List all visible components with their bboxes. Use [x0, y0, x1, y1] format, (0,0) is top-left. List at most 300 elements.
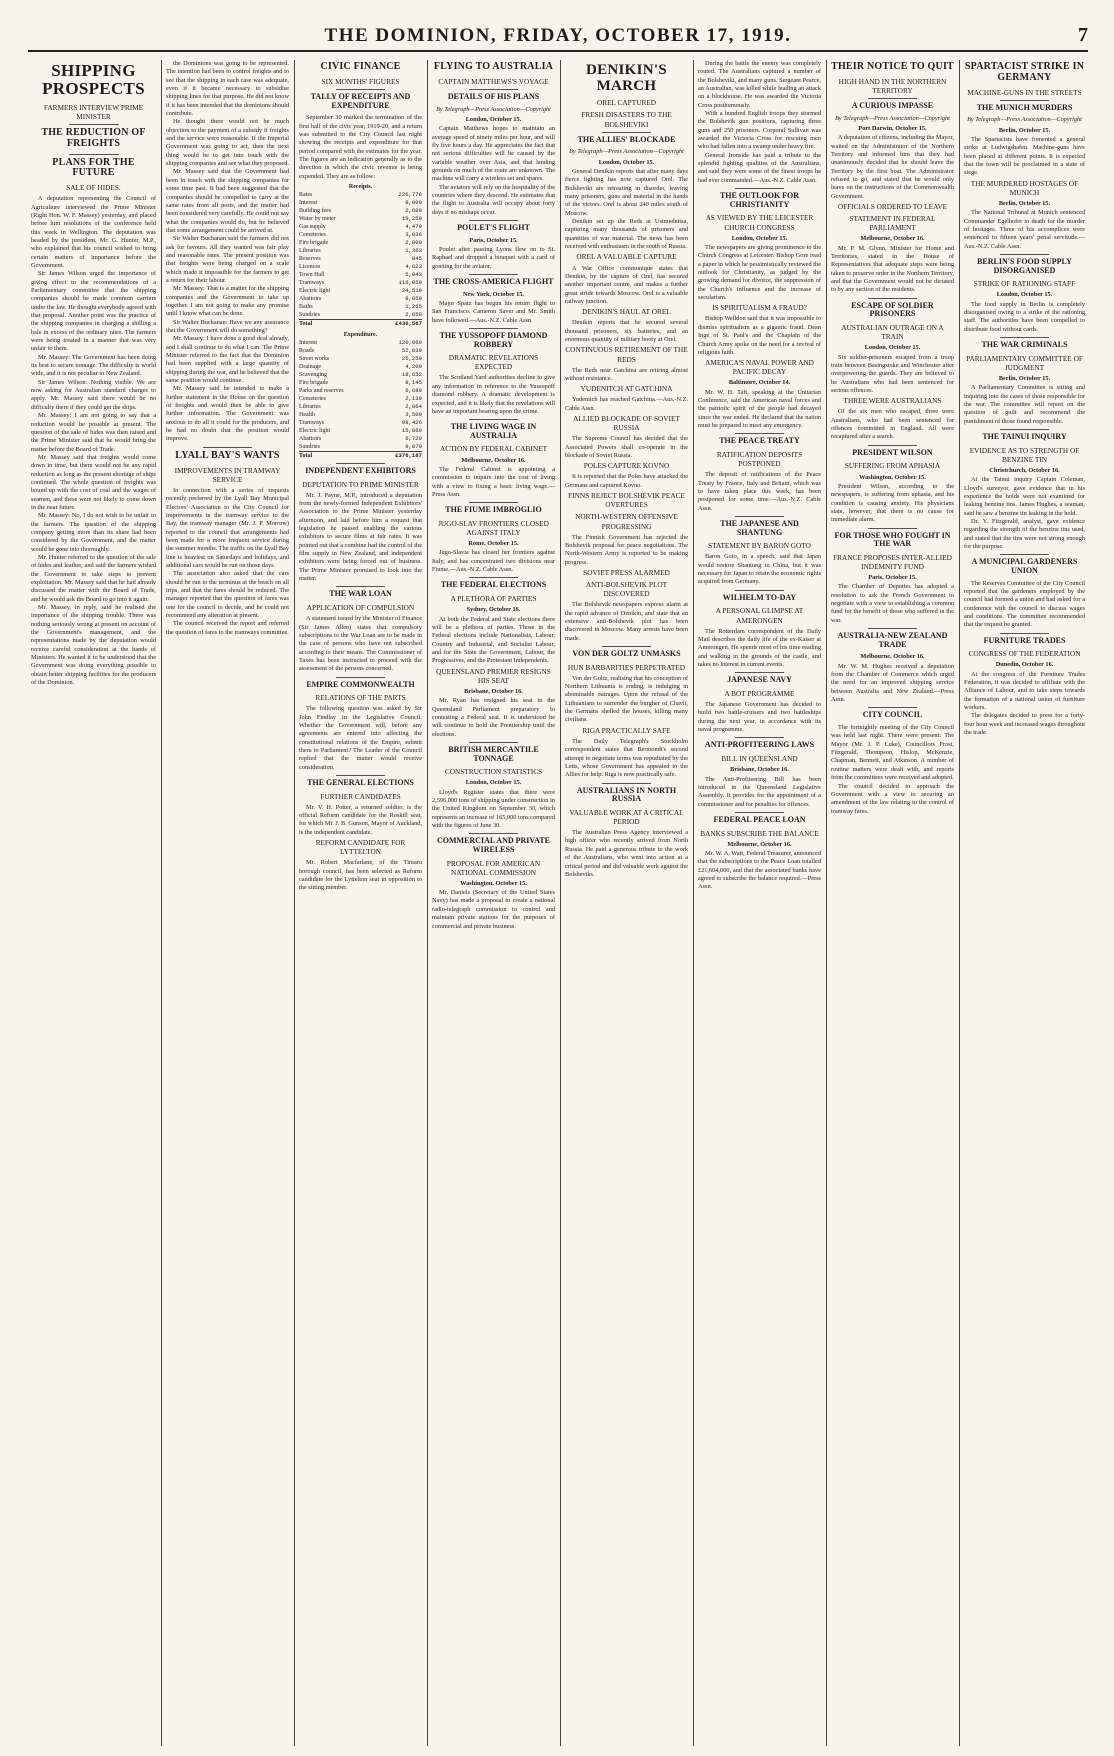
table-cell-value: 8,145 [405, 378, 422, 386]
column-rule [427, 60, 428, 1746]
subheadline: APPLICATION OF COMPULSION [306, 603, 415, 613]
dateline: Dunedin, October 16. [995, 661, 1054, 669]
subheadline: FRANCE PROPOSES INTER-ALLIED INDEMNITY FUND [833, 552, 952, 571]
table-cell-label: Street works [299, 355, 330, 362]
subheadline: RIGA PRACTICALLY SAFE [582, 725, 671, 735]
table-cell-value: 2,050 [405, 310, 422, 318]
table-row [299, 419, 422, 427]
paragraph: The council decided to approach the Government with a view to securing an amendment of the law relating to the control of tramway fares. [831, 782, 954, 815]
paragraph: Mr. P. M. Glynn, Minister for Home and Territories, stated in the House of Representatives that adequate steps were being taken to preserve order in the Northern Territory, and that the Government would not be dictated to by any section of the residents. [831, 244, 954, 294]
paragraph: Mr. W. M. Hughes received a deputation from the Chamber of Commerce which urged the need for an improved shipping service between Australia and New Zealand.—Press Assn. [831, 662, 954, 704]
paragraph: General Ironside has paid a tribute to the splendid fighting qualities of the Australians, and said they were some of the finest troops he had ever commanded.—Aus.-N.Z. Cable Assn. [698, 151, 821, 184]
table-cell-value: 1,265 [405, 302, 422, 310]
table-cell-value: 2,608 [405, 206, 422, 214]
byline: By Telegraph—Press Association—Copyright [569, 148, 684, 156]
subheadline: STATEMENT IN FEDERAL PARLIAMENT [849, 214, 936, 233]
divider [469, 742, 518, 743]
table-cell-value: 120,060 [398, 338, 422, 346]
divider [336, 677, 385, 678]
subheadline: THREE WERE AUSTRALIANS [843, 396, 942, 406]
dateline: London, October 15. [731, 234, 788, 242]
table-cell-value: 99,426 [401, 418, 422, 426]
table-cell-value: 15,860 [401, 426, 422, 434]
table-cell-value: 2,800 [405, 238, 422, 246]
divider [336, 89, 385, 90]
table-row [299, 287, 422, 295]
paragraph: The aviators will rely on the hospitality of the countries where they descend. He estimates that the flight to Australia will occupy about forty days if no mishaps occur. [432, 183, 555, 216]
divider [469, 89, 518, 90]
subheadline: NORTH-WESTERN OFFENSIVE PROGRESSING [575, 512, 678, 531]
table-row [299, 191, 422, 199]
divider [469, 577, 518, 578]
dateline: London, October 15. [996, 291, 1053, 299]
divider [469, 419, 518, 420]
table-row [299, 279, 422, 287]
column-8 [961, 60, 1088, 1748]
subheadline: OFFICIALS ORDERED TO LEAVE [837, 202, 948, 212]
table-cell-value: 4,823 [405, 262, 422, 270]
table-cell-label: Interest [299, 199, 317, 206]
paragraph: It is reported that the Poles have attacked the Germans and captured Kovno. [565, 473, 688, 489]
headline: FLYING TO AUSTRALIA [433, 61, 554, 72]
divider [469, 328, 518, 329]
table-cell-label: Building fees [299, 207, 332, 214]
divider [602, 646, 651, 647]
paragraph: September 30 marked the termination of the first half of the civic year, 1919-20, and a return was submitted to the City Council last night showing the receipts and expenditure for that period compared with the estimates for the year. The figures are an indication generally as to the direction in which the civic revenue is being expended. They are as follow: [299, 114, 422, 180]
subheadline: SOVIET PRESS ALARMED [583, 567, 670, 577]
table-cell-value: 4,200 [405, 362, 422, 370]
table-row [299, 207, 422, 215]
paragraph: The Chamber of Deputies has adopted a resolution to ask the French Government to negotiate with a view to establishing a common fund for the benefit of those who suffered in the war. [831, 583, 954, 624]
paragraph: Bishop Welldon said that it was impossible to dismiss spiritualism as a gigantic fraud. Dean Inge of St. Paul's and the Chaplain of the Church Army spoke on the need for a revival of religious faith. [698, 315, 821, 356]
table-cell-label: Water by meter [299, 215, 336, 222]
headline: THE WAR CRIMINALS [981, 340, 1068, 350]
paragraph: The Finnish Government has rejected the Bolshevik proposal for peace negotiations. The North-Western Army is reported to be making progress. [565, 533, 688, 566]
expenditure-table [299, 331, 422, 460]
subheadline: DEPUTATION TO PRIME MINISTER [302, 479, 419, 489]
paragraph: Baron Goto, in a speech, said that Japan would restore Shantung to China, but it was necessary for Japan to retain the economic rights acquired from Germany. [698, 553, 821, 586]
table-cell-label: Tramways [299, 279, 325, 286]
subheadline: QUEENSLAND PREMIER RESIGNS HIS SEAT [436, 666, 551, 685]
table-cell-value: 2,864 [405, 402, 422, 410]
paragraph: The National Tribunal at Munich sentenced Commander Egelhofer to death for the murder of hostages. Three of his accomplices were sentenced to fifteen years' penal servitude.—Aus.-N.Z. Cable Assn. [964, 209, 1085, 250]
headline: THEIR NOTICE TO QUIT [831, 61, 954, 72]
paragraph: The Reserves Committee of the City Council reported that the gardeners employed by the council had formed a union and had asked for a conference with the council to discuss wages and conditions. The committee recommended that the request be granted. [964, 579, 1085, 629]
headline: AUSTRALIA-NEW ZEALAND TRADE [837, 631, 948, 649]
table-row [299, 215, 422, 223]
table-row [299, 271, 422, 279]
table-cell-value: 24,519 [401, 286, 422, 294]
table-row [299, 443, 422, 451]
divider [868, 628, 917, 629]
headline: THE CROSS-AMERICA FLIGHT [433, 277, 554, 286]
subheadline: STATEMENT BY BARON GOTO [708, 541, 811, 551]
paragraph: He thought there would not be much objection to the payment of a subsidy if freights and the service were reasonable. If the Imperial Government was going to act, then the next thing would be to get into touch with the shipping companies and see what they proposed. [166, 118, 289, 168]
headline: JAPANESE NAVY [727, 675, 792, 685]
headline: INDEPENDENT EXHIBITORS [305, 465, 416, 475]
table-cell-value: 2,130 [405, 394, 422, 402]
divider [1000, 554, 1048, 555]
table-row [299, 435, 422, 443]
byline: By Telegraph—Press Association—Copyright [436, 105, 551, 113]
receipts-table [299, 183, 422, 328]
table-cell-value: 25,250 [401, 354, 422, 362]
table-cell-value: 226,776 [398, 190, 422, 198]
paragraph: Mr. Massey said that the Government had been in touch with the shipping companies for some time past. It had been suggested that the companies should be compelled to carry at the same rates from all ports, and the matter had been considered very carefully. He could not say what the companies would do, but he believed that some arrangement could be arrived at. [166, 168, 289, 234]
dateline: Christchurch, October 16. [989, 466, 1060, 474]
divider [735, 188, 784, 189]
table-row [299, 223, 422, 231]
paragraph: Mr. Massey: I am not going to say that a reduction would be possible at present. The question of the sale of hides was then raised and the Prime Minister said that he would bring the matter before the Board of Trade. [31, 412, 156, 453]
headline: A CURIOUS IMPASSE [851, 101, 934, 111]
paragraph: The Scotland Yard authorities decline to give any information in reference to the Yussopoff diamond robbery. A dramatic development is expected, and it is likely that the revelations will have an important bearing upon the crime. [432, 374, 555, 415]
divider [1000, 254, 1048, 255]
subheadline: YUDENITCH AT GATCHINA [580, 384, 673, 394]
subheadline: CONSTRUCTION STATISTICS [444, 767, 543, 777]
table-cell-label: Gas supply [299, 223, 326, 230]
paragraph: Mr. J. Payne, M.P., introduced a deputation from the newly-formed Independent Exhibitors' Association to the Prime Minister yesterday afternoon, and laid before him a request that legislation be passed enabling the various exhibitors to secure films at fair rates. It was pointed out that a combine had the control of the film supply in New Zealand, and independent exhibitors were being forced out of business. The Prime Minister promised to look into the matter. [299, 491, 422, 583]
headline: BRITISH MERCANTILE TONNAGE [448, 744, 539, 763]
headline: EMPIRE COMMONWEALTH [306, 679, 415, 689]
subheadline: AUSTRALIAN OUTRAGE ON A TRAIN [841, 323, 944, 342]
paragraph: Mr. Massey, in reply, said he realised the importance of the shipping trouble. There was nothing seriously wrong at present on account of the Government's management, and the representations made by the deputation would receive careful consideration at the hands of Ministers. He wanted it to be understood that the Government was doing everything possible to obtain better shipping facilities for the producers of the Dominion. [31, 604, 156, 687]
table-cell-label: Cemeteries [299, 395, 326, 402]
table-cell-label: Reserves [299, 255, 321, 262]
table-cell-label: Sundries [299, 443, 320, 450]
headline: AUSTRALIANS IN NORTH RUSSIA [576, 785, 677, 804]
table-row [299, 387, 422, 395]
table-cell-value: 4,470 [405, 222, 422, 230]
headline: SHIPPING PROSPECTS [42, 61, 145, 99]
table-cell-value: 6,720 [405, 434, 422, 442]
paragraph: Yudenitch has reached Gatchina.—Aus.-N.Z. Cable Assn. [565, 396, 688, 412]
paragraph: Of the six men who escaped, three were Australians, who had been sentenced for offences committed in England. All were recaptured after a search. [831, 408, 954, 441]
divider [868, 298, 917, 299]
table-cell-value: 9,870 [405, 442, 422, 450]
headline: THE MUNICH MURDERS [976, 102, 1073, 112]
table-cell-label: Health [299, 411, 315, 418]
paragraph: Dr. Y. Fitzgerald, analyst, gave evidence regarding the strength of the benzine tins used, and stated that the tins were not strong enough for the purpose. [964, 517, 1085, 550]
table-cell-label: Sundries [299, 311, 320, 318]
subheadline: POLES CAPTURE KOVNO [583, 461, 670, 471]
byline: By Telegraph—Press Association—Copyright [967, 116, 1082, 124]
paragraph: The food supply in Berlin is completely disorganised owing to a strike of the rationing staff. The authorities have been compelled to distribute food without cards. [964, 300, 1085, 333]
paragraph: During the battle the enemy was completely routed. The Australians captured a number of the Bolsheviki, and many guns. Sergeant Pearce, an Australian, was killed while leading an attack on a blockhouse. He was awarded the Victoria Cross posthumously. [698, 60, 821, 109]
dateline: Paris, October 15. [868, 574, 917, 582]
subheadline: SALE OF HIDES. [66, 183, 121, 193]
subheadline: JUGO-SLAV FRONTIERS CLOSED AGAINST ITALY [438, 518, 549, 537]
table-row [299, 199, 422, 207]
paragraph: Mr. V. H. Potter, a returned soldier, is the official Reform candidate for the Roskill seat, for which Mr. J. B. Gunson, Mayor of Auckland, is the independent candidate. [299, 803, 422, 836]
paragraph: Mr. Robert Macfarlane, of the Timaru borough council, has been selected as Reform candidate for the Lyttelton seat in opposition to the sitting member. [299, 859, 422, 892]
table-cell-value: 3,036 [405, 230, 422, 238]
table-cell-value: 6,680 [405, 386, 422, 394]
headline: ANTI-PROFITEERING LAWS [704, 740, 815, 750]
table-heading: Expenditure. [343, 331, 378, 338]
table-cell-label: Baths [299, 303, 313, 310]
paragraph: Mr. Massey: That is a matter for the shipping companies and the Government to take up together. I am not going to make any promise until I know what can be done. [166, 285, 289, 318]
headline: THE TAINUI INQUIRY [982, 432, 1067, 441]
table-total-row: Total £376,187 [299, 451, 422, 459]
subheadline: MACHINE-GUNS IN THE STREETS [967, 87, 1082, 97]
paragraph: The association also asked that the cars should be run to the terminus at the beach on all trips, and that the fares should be reduced. The manager reported that the question of fares was one for the council to decide, and he could not recommend any alteration at present. [166, 570, 289, 619]
dateline: London, October 15. [598, 158, 655, 166]
column-6 [695, 60, 824, 1748]
headline: PLANS FOR THE FUTURE [52, 156, 135, 179]
paragraph: Major Spatz has begun his return flight to San Francisco. Cameron Saver and Mr. Smith have followed.—Aus.-N.Z. Cable Assn. [432, 299, 555, 324]
divider [1000, 633, 1048, 634]
paragraph: Mr. Massey: The Government has been doing its best to secure tonnage. The difficulty is world wide, and it is not peculiar to New Zealand. [31, 353, 156, 378]
headline: THE LIVING WAGE IN AUSTRALIA [450, 422, 537, 440]
paragraph: The Anti-Profiteering Bill has been introduced in the Queensland Legislative Assembly. It provides for the appointment of a commissioner and for penalties for offences. [698, 775, 821, 808]
dateline: London, October 15. [864, 344, 921, 352]
divider [1000, 429, 1048, 430]
paragraph: The delegates decided to press for a forty-four hour week and increased wages throughout the trade. [964, 712, 1085, 737]
paragraph: Von der Goltz, realising that his conception of Northern Lithuania is ending, is indulging in abominable outrages. Upon the refusal of the Lithuanians to surrender the burgher of Chavli, the Germans shelled the houses, killing many civilians. [565, 674, 689, 724]
dateline: Paris, October 15. [469, 236, 518, 244]
paragraph: The Reds near Gatchina are retiring almost without resistance. [565, 366, 688, 382]
paragraph: Captain Matthews hopes to maintain an average speed of ninety miles per hour, and will fly five hours a day. He appreciates the fact that not serious difficulties will be caused by the variable weather over Asia, and that landing grounds on much of the route are unknown. The machine will carry a wireless set and spares. [432, 125, 555, 183]
subheadline: HUN BARBARITIES PERPETRATED [567, 662, 686, 672]
paragraph: Denikin set up the Reds at Ustmednitsa, capturing many thousands of prisoners and quantities of war material. The news has been received with enthusiasm in the south of Russia. [565, 218, 688, 251]
table-cell-value: 18,652 [401, 370, 422, 378]
headline: THE OUTLOOK FOR CHRISTIANITY [719, 191, 800, 209]
subheadline: AMERICA'S NAVAL POWER AND PACIFIC DECAY [705, 358, 814, 377]
subheadline: CONTINUOUS RETIREMENT OF THE REDS [565, 345, 688, 364]
headline: THE YUSSOPOFF DIAMOND ROBBERY [439, 331, 548, 349]
paragraph: Mr. Massey said he intended to make a further statement in the House on the question of freights and would then be able to give further information. The Government was anxious to do all it could for the producers, and he had no doubt that the position would improve. [166, 385, 289, 443]
table-cell-label: Drainage [299, 363, 321, 370]
subheadline: CAPTAIN MATTHEWS'S VOYAGE [438, 76, 549, 86]
table-cell-value: 8,050 [405, 294, 422, 302]
subheadline: THE MURDERED HOSTAGES OF MUNICH [970, 178, 1079, 197]
divider [868, 445, 917, 446]
subheadline: STRIKE OF RATIONING STAFF [973, 279, 1076, 289]
headline: CIVIC FINANCE [320, 61, 401, 72]
table-cell-label: Abattoirs [299, 435, 322, 442]
headline: COMMERCIAL AND PRIVATE WIRELESS [436, 836, 551, 854]
table-row [299, 403, 422, 411]
headline: BERLIN'S FOOD SUPPLY DISORGANISED [977, 257, 1072, 275]
column-rule [826, 60, 827, 1746]
table-row [299, 371, 422, 379]
divider [735, 516, 784, 517]
paragraph: the Dominions was going to be represented. The intention had been to control freights and to see that the shipping in each case was adequate, even if it became necessary to subsidise shipping lines for that purpose. He did not know if it has been intended that the dominions should contribute. [166, 60, 289, 118]
paragraph: Mr. Massey: I have done a good deal already, and I shall continue to do what I can. The Prime Minister referred to the fact that the Dominion had been supplied with a large quantity of shipping during the war, and he believed that the same position would continue. [166, 335, 289, 385]
subheadline: BILL IN QUEENSLAND [721, 754, 798, 764]
paragraph: Lloyd's Register states that there were 2,596,000 tons of shipping under construction in the United Kingdom on September 30, which represents an increase of 165,000 tons compared with the figures of June 30. [432, 788, 555, 829]
subheadline: ANTI-BOLSHEVIK PLOT DISCOVERED [585, 580, 668, 599]
table-row [299, 411, 422, 419]
table-row [299, 247, 422, 255]
paragraph: A statement issued by the Minister of Finance (Sir James Allen) states that compulsory subscriptions to the War Loan are to be made in the case of persons who have not subscribed according to their means. The Commissioner of Taxes has been instructed to proceed with the assessment of the persons concerned. [299, 615, 422, 673]
dateline: Berlin, October 15. [998, 199, 1051, 207]
paragraph: President Wilson, according to the newspapers, is suffering from aphasia, and his condition is causing anxiety. His physicians state, however, that there is no cause for immediate alarm. [831, 482, 954, 524]
headline: FEDERAL PEACE LOAN [713, 814, 806, 824]
subheadline: REFORM CANDIDATE FOR LYTTELTON [315, 838, 406, 857]
divider [868, 707, 917, 708]
subheadline: HIGH HAND IN THE NORTHERN TERRITORY [838, 76, 947, 95]
paragraph: The Bolshevik newspapers express alarm at the rapid advance of Denikin, and state that an extensive anti-Bolshevik plot has been discovered in Moscow. Many arrests have been made. [565, 601, 688, 642]
subheadline: EVIDENCE AS TO STRENGTH OF BENZINE TIN [969, 445, 1080, 464]
byline: By Telegraph—Press Association—Copyright [835, 114, 950, 122]
table-cell-label: Abattoirs [299, 295, 322, 302]
headline: DENIKIN'S MARCH [585, 62, 668, 95]
subheadline: FRESH DISASTERS TO THE BOLSHEVIKI [581, 110, 672, 129]
subheadline: RATIFICATION DEPOSITS POSTPONED [716, 450, 803, 469]
masthead [28, 20, 1088, 52]
table-row [299, 427, 422, 435]
paragraph: Mr. Massey said that freights would come down in time, but there would not be any rapid reduction as long as the present shortage of ships continued. The whole question of freights was bound up with the cost of coal and the wages of seamen, and these were not likely to come down in the near future. [31, 453, 156, 511]
paragraph: Denikin reports that he secured several thousand prisoners, six batteries, and an enormous quantity of military booty at Orel. [565, 319, 688, 344]
subheadline: A PERSONAL GLIMPSE AT AMERONGEN [715, 606, 804, 625]
divider [735, 433, 784, 434]
paragraph: The council received the report and referred the question of fares to the tramways committee. [166, 620, 289, 636]
dateline: New York, October 15. [462, 290, 525, 298]
table-cell-value: 3,500 [405, 410, 422, 418]
dateline: Berlin, October 15. [998, 374, 1051, 382]
headline: THE FIUME IMBROGLIO [445, 505, 542, 515]
table-cell-label: Cemeteries [299, 231, 326, 238]
table-row [299, 303, 422, 311]
divider [69, 154, 119, 155]
divider [336, 775, 385, 776]
divider [868, 528, 917, 529]
subheadline: ALLIED BLOCKADE OF SOVIET RUSSIA [573, 414, 680, 433]
paragraph: The fortnightly meeting of the City Council was held last night. There were present: The Mayor (Mr. J. P. Luke), Councillors Frost, Fitzgerald, Thompson, Hislop, McKenzie, Chapman, Bennett, and Atkinson. A number of routine matters were dealt with, and reports from the committees were received and adopted. [831, 724, 954, 782]
table-row [299, 231, 422, 239]
divider [602, 132, 651, 133]
paragraph: With a hundred English troops they stormed the Bolshevik gun positions, capturing three guns and 250 prisoners. Corporal Sullivan was awarded the Victoria Cross for rescuing men who had fallen into a swamp under heavy fire. [698, 110, 821, 151]
divider [602, 783, 651, 784]
subheadline: DRAMATIC REVELATIONS EXPECTED [448, 353, 539, 372]
dateline: Rome, October 15. [468, 540, 519, 548]
headline: THE PEACE TREATY [719, 436, 800, 446]
subheadline: OREL A VALUABLE CAPTURE [576, 252, 677, 262]
paragraph: Mr. Daniels (Secretary of the United States Navy) has made a proposal to create a national radio-telegraph commission to control and maintain private stations for the purposes of commercial and private business. [432, 889, 555, 930]
subheadline: PROPOSAL FOR AMERICAN NATIONAL COMMISSION [446, 858, 541, 877]
headline: SPARTACIST STRIKE IN GERMANY [964, 61, 1085, 83]
column-1 [28, 60, 159, 1748]
paragraph: The Spartacists have fomented a general strike at Ludwigshafen. Machine-guns have been placed at different points. It is expected that the town will be proclaimed in a state of siege. [964, 136, 1085, 177]
paragraph: A War Office communique states that Denikin, by the capture of Orel, has secured another important centre, and makes a further great stride towards Moscow. Orel is a valuable railway junction. [565, 264, 688, 305]
subheadline: IS SPIRITUALISM A FRAUD? [712, 303, 807, 313]
subheadline: ACTION BY FEDERAL CABINET [439, 444, 548, 454]
paragraph: The deposit of ratifications of the Peace Treaty by France, Italy and Britain, which was to have taken place this week, has been postponed for some time.—Aus.-N.Z. Cable Assn. [698, 471, 821, 512]
column-7 [828, 60, 957, 1748]
headline: TALLY OF RECEIPTS AND EXPENDITURE [310, 91, 411, 110]
column-rule [693, 60, 694, 1746]
dateline: Brisbane, October 16. [730, 766, 789, 774]
paragraph: Mr. W. H. Taft, speaking at the Unitarian Conference, said the American naval forces and the patriotic spirit of the people had decayed since the war ended. He declared that the nation must be prepared to meet any emergency. [698, 388, 821, 430]
headline: THE FEDERAL ELECTIONS [440, 580, 547, 590]
divider [735, 672, 784, 673]
table-cell-label: Licences [299, 263, 321, 270]
headline: CITY COUNCIL [862, 710, 923, 720]
subheadline: BANKS SUBSCRIBE THE BALANCE [700, 828, 819, 838]
subheadline: IMPROVEMENTS IN TRAMWAY SERVICE [174, 465, 281, 484]
table-row [299, 395, 422, 403]
headline: A MUNICIPAL GARDENERS UNION [971, 557, 1078, 575]
divider [469, 833, 518, 834]
paragraph: Sir Walter Buchanan: Have we any assurance that the Government will do something? [166, 318, 289, 334]
paragraph: A deputation of citizens, including the Mayor, waited on the Administrator of the Northern Territory and informed him that they had unanimously decided that he should leave the Territory by the first boat. The Administrator refused to go, and stated that he would only leave on the instructions of the Commonwealth Government. [831, 134, 954, 200]
table-row [299, 239, 422, 247]
table-row [299, 311, 422, 319]
divider [1000, 100, 1048, 101]
divider [469, 502, 518, 503]
table-cell-value: 845 [411, 254, 422, 262]
paragraph: Sir James Wilson: Nothing visible. We are now asking for Australian standard charges to apply. Mr. Massey said there would be no difficulty there if they could get the ships. [31, 378, 156, 411]
paragraph: The Daily Telegraph's Stockholm correspondent states that Bermondt's second attempt to negotiate terms was repudiated by the Letts, whose Government has appealed to the Allies for help. Riga is now practically safe. [565, 737, 688, 779]
paragraph: The newspapers are giving prominence to the Church Congress at Leicester. Bishop Gore read a paper in which he pessimistically reviewed the outlook for Christianity, as judged by the growing demand for divorce, the suppression of the Church's influence and the increase of secularism. [698, 243, 821, 302]
paragraph: A Parliamentary Committee is sitting and inquiring into the cases of those responsible for the war. The committee will report on the question of guilt and recommend the punishment of those found responsible. [964, 384, 1085, 425]
table-cell-label: Scavenging [299, 371, 327, 378]
dateline: Melbourne, October 16. [461, 456, 526, 464]
dateline: Washington, October 15. [859, 473, 926, 481]
paragraph: The Federal Cabinet is appointing a commission to inquire into the cost of living with a view to fixing a basic living wage.—Press Assn. [432, 465, 555, 498]
table-row [299, 347, 422, 355]
headline: THE REDUCTION OF FREIGHTS [41, 126, 146, 149]
column-5 [562, 60, 691, 1748]
table-cell-value: 19,250 [401, 214, 422, 222]
divider [336, 463, 385, 464]
dateline: London, October 15. [465, 115, 522, 123]
subheadline: SIX MONTHS' FIGURES [321, 76, 400, 86]
table-cell-value: 52,830 [401, 346, 422, 354]
subheadline: A BOT PROGRAMME [724, 688, 795, 698]
paragraph: Mr. Hunter referred to the question of the sale of hides and leather, and said the farmers wished the Government to take steps to prevent exploitation. Mr. Massey said that he had already discussed the matter with the Board of Trade, and he would ask the Board to go into it again. [31, 554, 156, 603]
table-cell-label: Libraries [299, 403, 321, 410]
headline: THE JAPANESE AND SHANTUNG [720, 519, 799, 537]
subheadline: A PLETHORA OF PARTIES [450, 594, 537, 604]
divider [69, 124, 119, 125]
subheadline: SUFFERING FROM APHASIA [844, 461, 941, 471]
table-total-row: Total £430,567 [299, 319, 422, 327]
dateline: Brisbane, October 16. [464, 687, 523, 695]
subheadline: FARMERS INTERVIEW PRIME MINISTER [43, 102, 144, 121]
dateline: Baltimore, October 14. [728, 379, 791, 387]
paragraph: The Australian Press Agency interviewed a high officer who recently arrived from North Russia. He paid a generous tribute to the work of the Australians, who went into action at a critical period and did valuable work against the Bolsheviks. [565, 829, 688, 878]
subheadline: FURTHER CANDIDATES [320, 791, 401, 801]
subheadline: FINNS REJECT BOLSHEVIK PEACE OVERTURES [568, 491, 685, 510]
subheadline: RELATIONS OF THE PARTS [315, 693, 406, 703]
subheadline: OREL CAPTURED [596, 98, 657, 108]
column-rule [959, 60, 960, 1746]
paragraph: A deputation representing the Council of Agriculture interviewed the Prime Minister (Right Hon. W. F. Massey) yesterday, and placed before him resolutions of the conference held this week in Wellington. The deputation was headed by the president, Mr. G. Hunter, M.P., who explained that his council wished to bring certain matters of importance before the Government. [31, 195, 156, 269]
headline: POULET'S FLIGHT [457, 223, 530, 232]
table-cell-label: Rates [299, 191, 313, 198]
table-row [299, 339, 422, 347]
dateline: Berlin, October 15. [998, 126, 1051, 134]
table-cell-label: Town Hall [299, 271, 325, 278]
divider [868, 98, 917, 99]
table-cell-label: Libraries [299, 247, 321, 254]
paragraph: Jugo-Slavia has closed her frontiers against Italy, and has concentrated two divisions near Fiume.—Aus.-N.Z. Cable Assn. [432, 549, 555, 574]
paragraph: Mr. Massey: No, I do not wish to be unfair to the farmers. The question of the shipping company getting more than its share had been considered by the Government, and the matter would be gone into thoroughly. [31, 512, 156, 553]
column-rule [294, 60, 295, 1746]
divider [735, 812, 784, 813]
table-cell-label: Fire brigade [299, 239, 329, 246]
column-2 [163, 60, 292, 1748]
divider [1000, 337, 1048, 338]
dateline: London, October 15. [465, 779, 522, 787]
headline: PRESIDENT WILSON [852, 447, 933, 457]
column-3 [296, 60, 425, 1748]
table-row [299, 379, 422, 387]
dateline: Port Darwin, October 15. [858, 124, 927, 132]
divider [735, 737, 784, 738]
